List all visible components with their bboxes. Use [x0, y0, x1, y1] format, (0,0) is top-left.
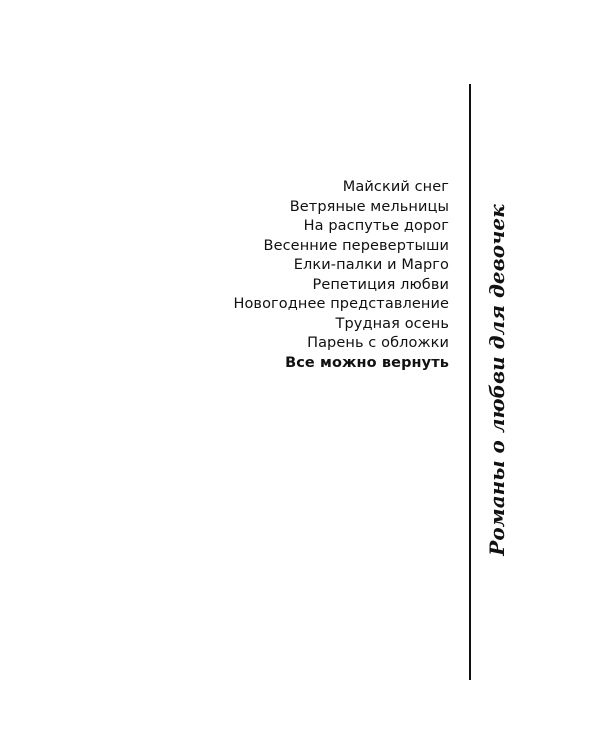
vertical-divider	[469, 84, 471, 680]
book-title: Елки-палки и Марго	[293, 257, 449, 273]
current-book-title: Все можно вернуть	[285, 354, 449, 371]
book-title: Майский снег	[342, 179, 449, 195]
series-title: Романы о любви для девочек	[485, 204, 509, 556]
series-book-list	[233, 178, 449, 373]
book-title: Ветряные мельницы	[289, 198, 449, 215]
book-title: На распутье дорог	[303, 218, 449, 234]
book-title: Новогоднее представление	[233, 296, 449, 312]
book-title: Репетиция любви	[312, 276, 449, 293]
series-title-container	[477, 204, 517, 556]
book-title: Трудная осень	[335, 315, 449, 332]
book-title: Парень с обложки	[307, 335, 449, 351]
book-title: Весенние перевертыши	[263, 237, 449, 254]
